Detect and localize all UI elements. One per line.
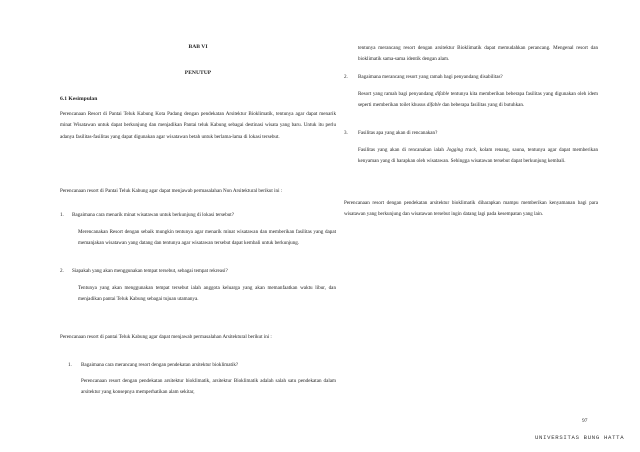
emphasis-difable: difable xyxy=(435,91,450,97)
list-number: 1. xyxy=(60,212,64,218)
list-item xyxy=(60,266,336,277)
paragraph-intro: Perencanaan Resort di Pantai Teluk Kabung Kota Padang dengan pendekatan Arsitektur Bioklimatik, tentunya agar dapat menarik minat Wisatawan untuk dapat berkunjung dan menjadikan Pantai teluk Kabung sebagai destinasi wisata yang baru. Untuk itu perlu adanya fasilitas-fasilitas yang dapat digunakan agar wisatawan betah untuk berlama-lama di lokasi tersebut. xyxy=(60,111,336,140)
answer-text xyxy=(358,145,598,168)
paragraph-closing: Perencanaan resort dengan pendekatan arsitektur bioklimatik diharapkan mampu memberikan kenyamanan bagi para wisatawan yang berkunjung dan wisatawan tersebut ingin datang lagi pada kesempatan yang lain. xyxy=(344,200,598,218)
list-item xyxy=(344,128,598,139)
emphasis-difable: difable xyxy=(426,102,441,109)
institution-footer: UNIVERSITAS BUNG HATTA xyxy=(535,434,625,441)
emphasis-jogging-track: Jogging track xyxy=(446,147,476,153)
question-text: Fasilitas apa yang akan di rencanakan? xyxy=(358,130,438,136)
question-text: Bagaimana merancang resort yang ramah bagi penyandang disabilitas? xyxy=(358,74,503,80)
answer-text-part: Resort yang ramah bagi penyandang xyxy=(358,91,436,97)
list-item xyxy=(60,360,336,371)
paragraph-architectural: Perencanaan resort di pantai Teluk Kabung agar dapat menjawab permasalahan Arsitektural berikut ini : xyxy=(60,334,272,340)
list-number: 1. xyxy=(68,362,72,368)
answer-continuation: tentunya merancang resort dengan arsitektur Bioklimatik dapat memudahkan perancang. Mengenal resort dan bioklimatik sama-sama identik dengan alam. xyxy=(358,45,598,63)
question-text: Bagaimana cara merancang resort dengan pendekatan arsitektur bioklimatik? xyxy=(81,362,239,368)
answer-text-part: , kolam renang, sauna, tentunya agar dapat memberikan kenyaman yang di harapkan oleh wisatawan. Sehingga wisatawan tersebut dapat berkunjung kembali. xyxy=(358,147,599,165)
answer-text-part: dan beberapa fasilitas yang di butuhkan. xyxy=(440,102,525,109)
question-text: Bagaimana cara menarik minat wisatawan untuk berkunjung di lokasi tersebut? xyxy=(72,212,234,218)
list-item xyxy=(60,210,336,221)
paragraph-non-architectural: Perencanaan resort di Pantai Teluk Kabung agar dapat menjawab permasalahan Non Arsitektural berikut ini : xyxy=(60,188,283,194)
list-item xyxy=(344,72,598,83)
chapter-title: PENUTUP xyxy=(184,70,212,76)
page-number: 97 xyxy=(582,418,588,424)
answer-text: Tentunya yang akan menggunakan tempat tersebut ialah anggota keluarga yang akan memanfaatkan waktu libur, dan menjadikan pantai Teluk Kabung sebagai tujuan utamanya. xyxy=(78,285,336,303)
section-heading: 6.1 Kesimpulan xyxy=(60,96,98,102)
list-number: 2. xyxy=(344,74,348,80)
chapter-label: BAB VI xyxy=(188,44,208,50)
question-text: Siapakah yang akan menggunakan tempat tersebut, sebagai tempat rekreasi? xyxy=(72,268,228,274)
answer-text: Perencanaan resort dengan pendekatan arsitektur bioklimatik, arsitektur Bioklimatik adalah salah satu pendekatan dalam arsitektur yang konsepnya memperhatikan alam sekitar, xyxy=(81,378,336,396)
list-number: 3. xyxy=(344,130,348,136)
answer-text-part: tentunya kita memberikan beberapa fasilitas yang digunakan oleh idem seperti memberikan toilet khusus xyxy=(358,91,598,109)
answer-text xyxy=(358,89,598,112)
list-number: 2. xyxy=(60,268,64,274)
answer-text: Merencanakan Resort dengan sebaik mungkin tentunya agar menarik minat wisatawan dan memberikan fasilitas yang dapat memanjakan wisatawan yang datang dan tentunya agar wisatawan tersebut dapat kembali untuk berkunjung. xyxy=(78,229,336,247)
answer-text-part: Fasilitas yang akan di rencanakan ialah xyxy=(358,147,447,153)
